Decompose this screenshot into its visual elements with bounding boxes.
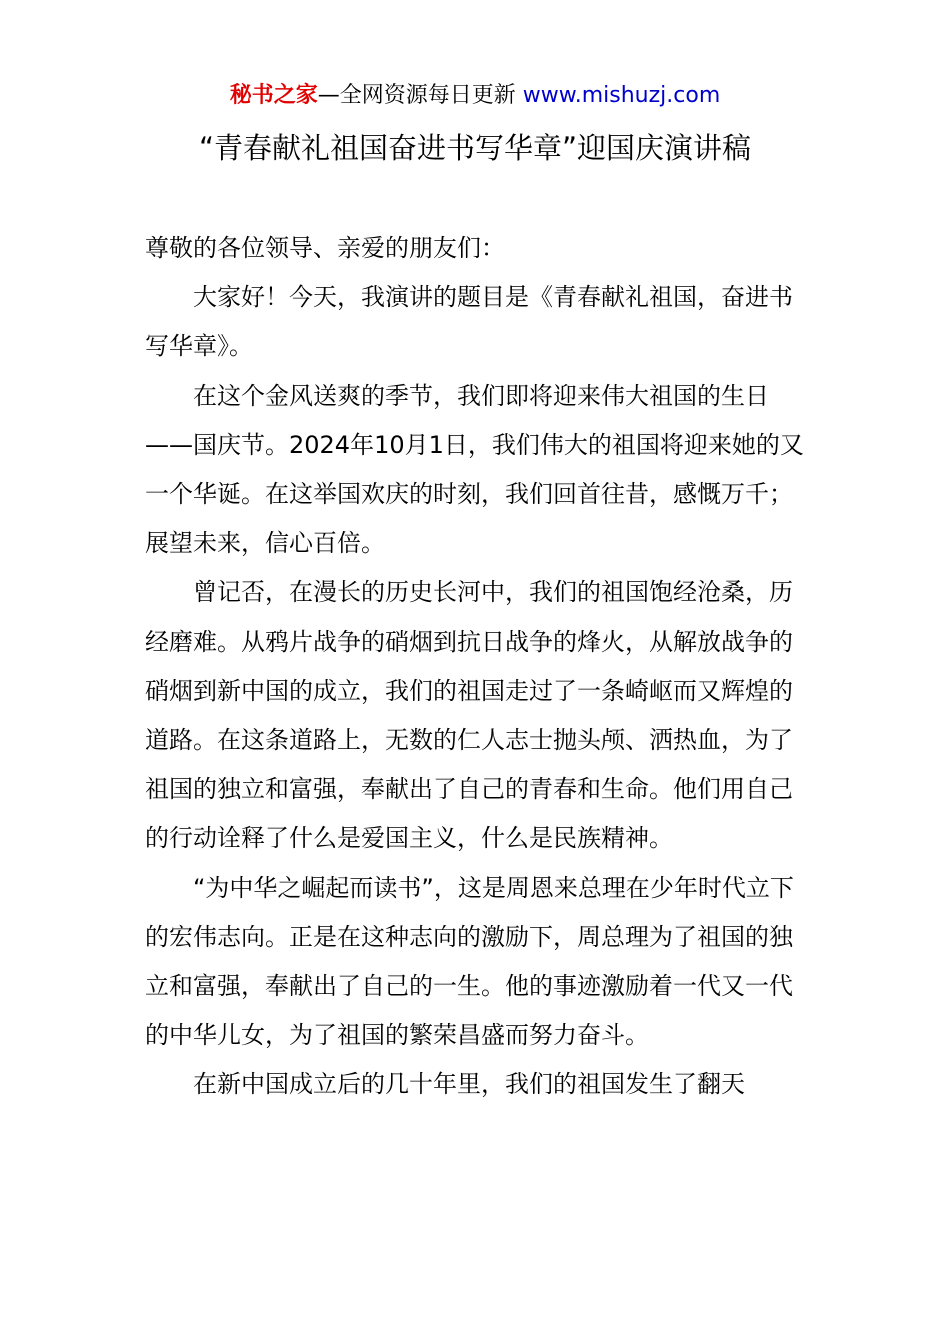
document-title: “青春献礼祖国奋进书写华章”迎国庆演讲稿 bbox=[198, 131, 752, 165]
document-body bbox=[145, 224, 810, 1110]
paragraph: 大家好！今天，我演讲的题目是《青春献礼祖国，奋进书写华章》。 bbox=[145, 283, 793, 361]
site-url-link[interactable]: www.mishuzj.com bbox=[522, 83, 721, 108]
paragraph: “为中华之崛起而读书”，这是周恩来总理在少年时代立下的宏伟志向。正是在这种志向的激励下，周总理为了祖国的独立和富强，奉献出了自己的一生。他的事迹激励着一代又一代的中华儿女，为了祖国的繁荣昌盛而努力奋斗。 bbox=[145, 873, 794, 1050]
paragraph: 在新中国成立后的几十年里，我们的祖国发生了翻天 bbox=[193, 1070, 745, 1099]
salutation: 尊敬的各位领导、亲爱的朋友们： bbox=[145, 234, 505, 262]
brand-name: 秘书之家 bbox=[229, 83, 318, 108]
site-header bbox=[0, 80, 950, 112]
paragraph: 曾记否，在漫长的历史长河中，我们的祖国饱经沧桑，历经磨难。从鸦片战争的硝烟到抗日战争的烽火，从解放战争的硝烟到新中国的成立，我们的祖国走过了一条崎岖而又辉煌的道路。在这条道路上，无数的仁人志士抛头颅、洒热血，为了祖国的独立和富强，奉献出了自己的青春和生命。他们用自己的行动诠释了什么是爱国主义，什么是民族精神。 bbox=[145, 578, 793, 853]
paragraph: 在这个金风送爽的季节，我们即将迎来伟大祖国的生日——国庆节。2024年10月1日，我们伟大的祖国将迎来她的又一个华诞。在这举国欢庆的时刻，我们回首往昔，感慨万千；展望未来，信心百倍。 bbox=[145, 381, 804, 558]
header-tagline: —全网资源每日更新 bbox=[317, 83, 523, 108]
